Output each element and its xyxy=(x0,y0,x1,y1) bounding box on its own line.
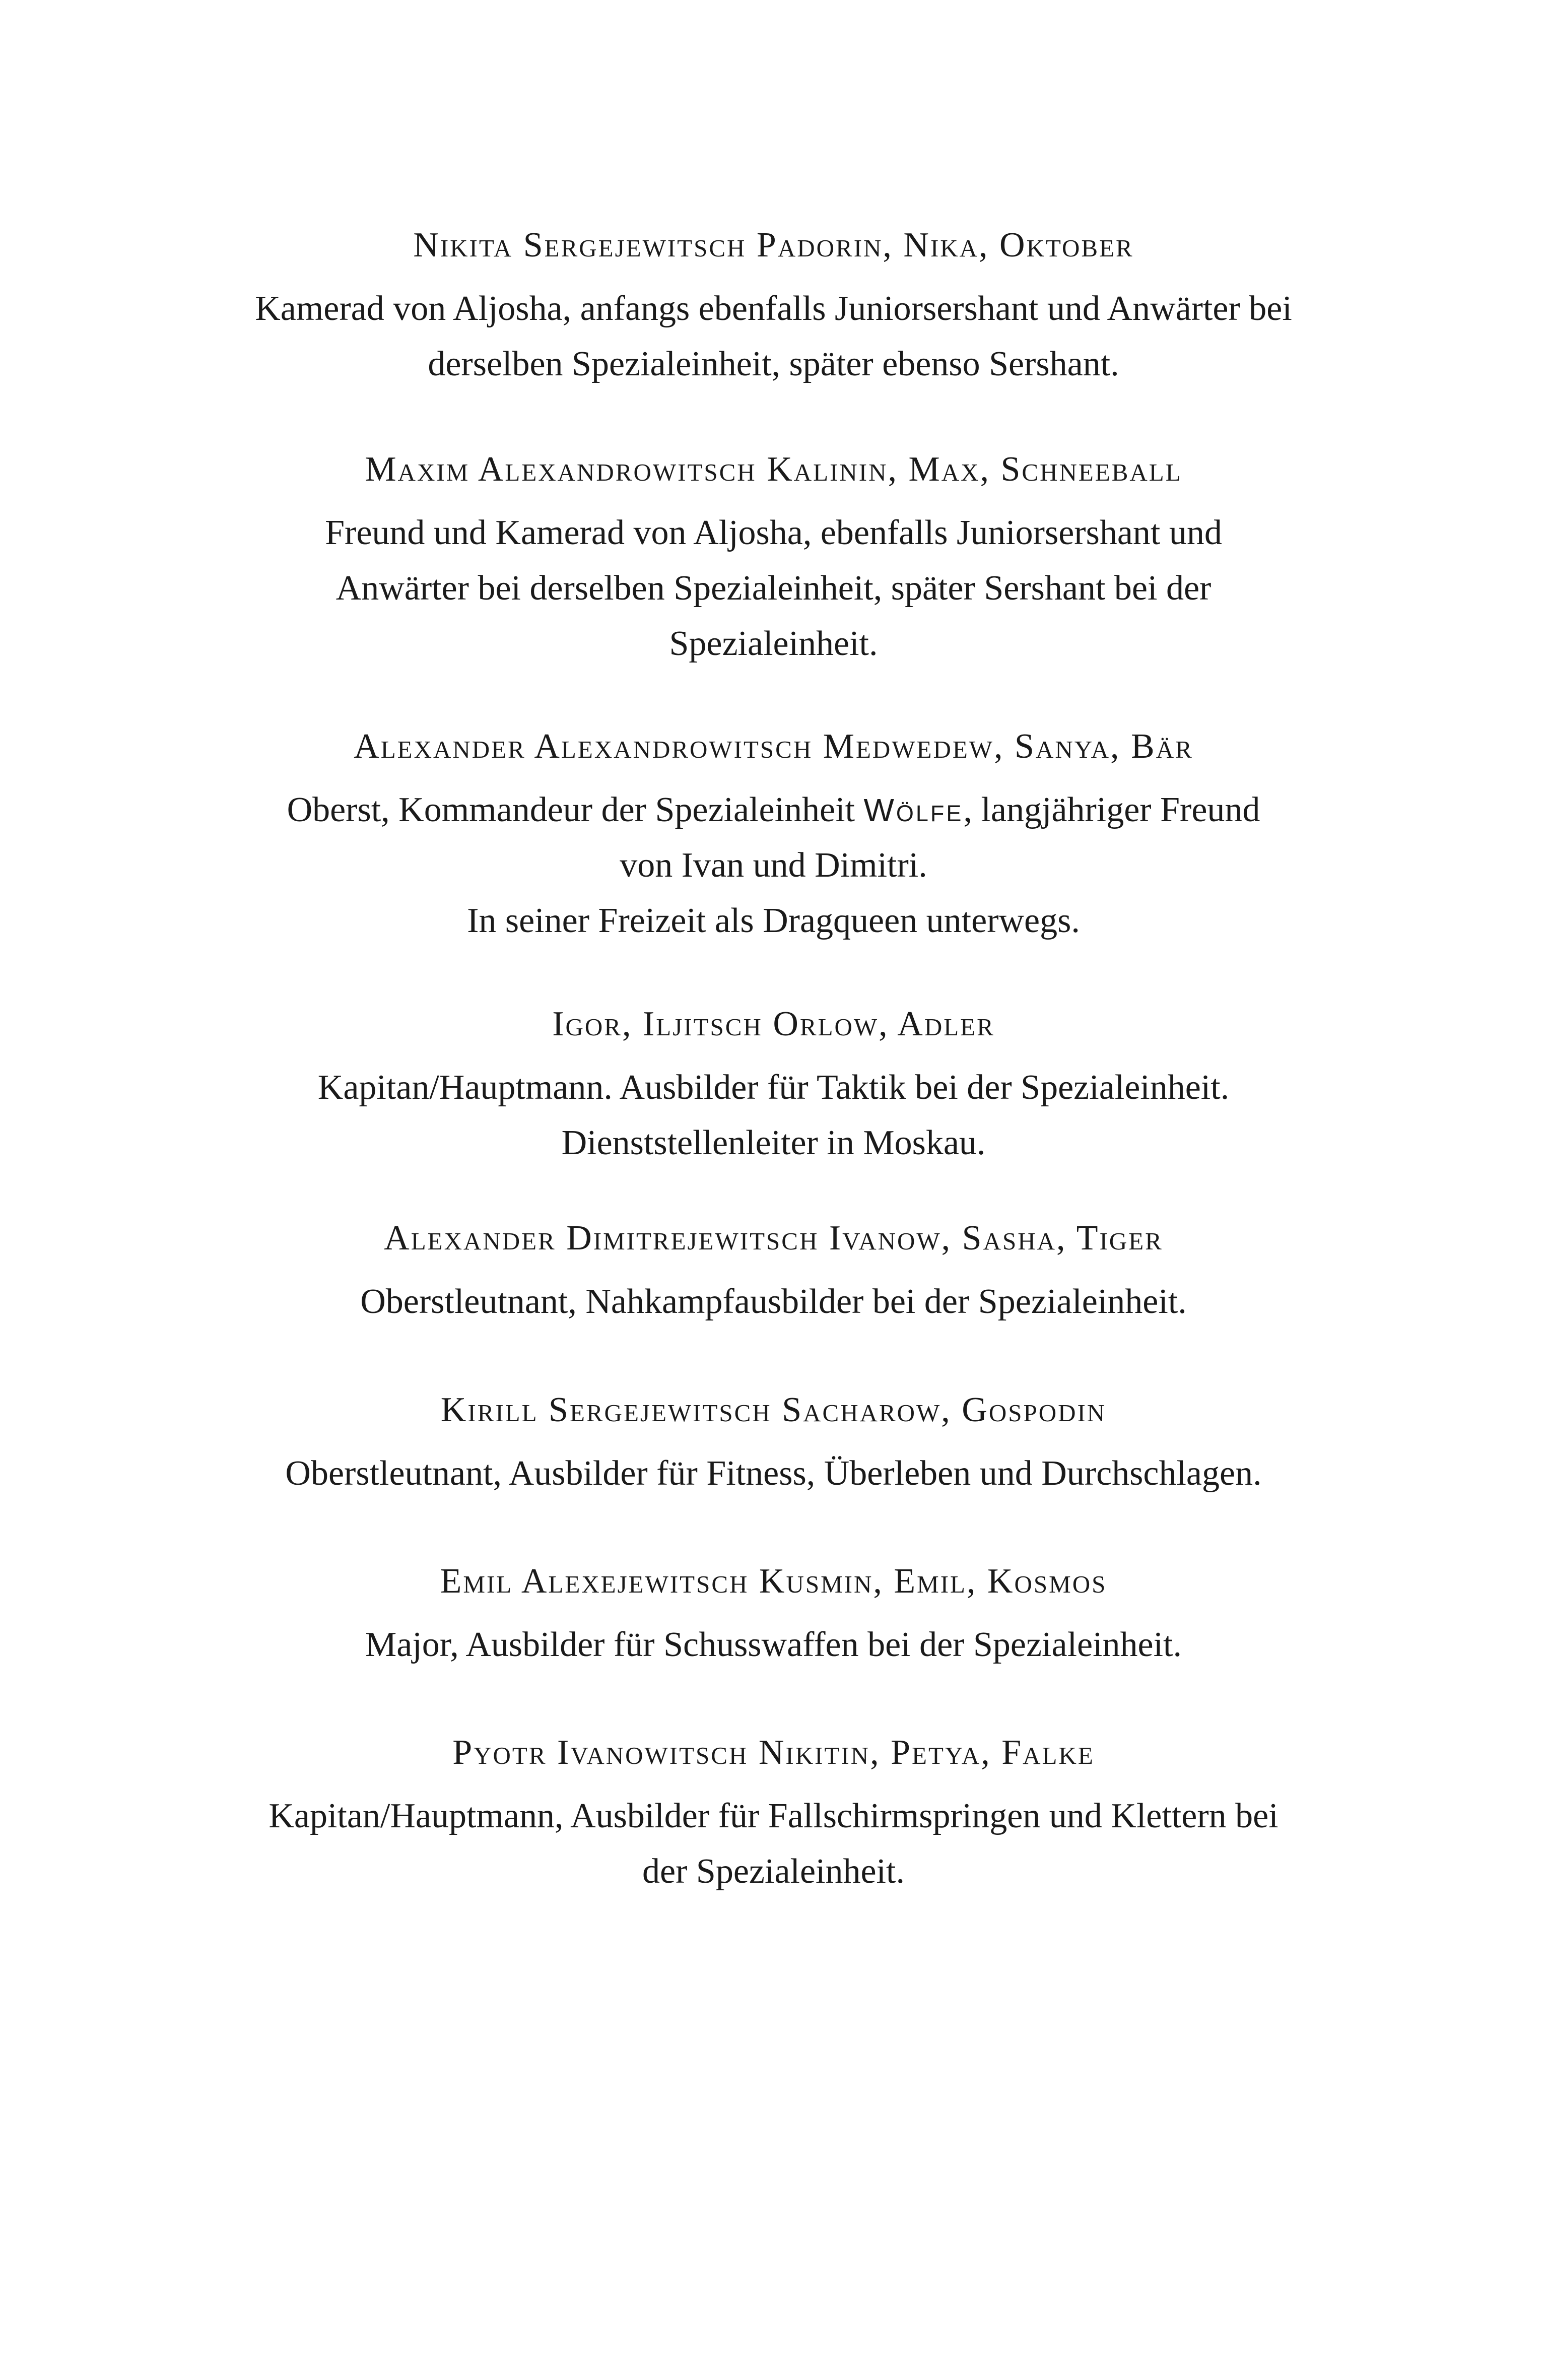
character-name: Emil Alexejewitsch Kusmin, Emil, Kosmos xyxy=(440,1562,1107,1601)
description-line: Anwärter bei derselben Spezialeinheit, später Sershant bei der xyxy=(335,569,1212,608)
description-line: Dienststellenleiter in Moskau. xyxy=(561,1123,986,1162)
description-line: derselben Spezialeinheit, später ebenso Sershant. xyxy=(428,345,1119,383)
description-line xyxy=(0,782,1547,838)
description-line: Oberstleutnant, Ausbilder für Fitness, Überleben und Durchschlagen. xyxy=(285,1454,1262,1493)
character-name: Igor, Iljitsch Orlow, Adler xyxy=(552,1005,995,1043)
character-entry-orlow xyxy=(0,1007,1547,1171)
character-description xyxy=(0,1446,1547,1501)
character-description xyxy=(0,782,1547,949)
character-name: Alexander Dimitrejewitsch Ivanow, Sasha, Tiger xyxy=(384,1219,1163,1258)
character-entry-padorin xyxy=(0,228,1547,392)
character-name: Nikita Sergejewitsch Padorin, Nika, Oktober xyxy=(413,226,1134,265)
description-line: der Spezialeinheit. xyxy=(642,1852,905,1891)
character-name: Kirill Sergejewitsch Sacharow, Gospodin xyxy=(440,1391,1107,1429)
character-description xyxy=(0,505,1547,672)
description-line: Major, Ausbilder für Schusswaffen bei der Spezialeinheit. xyxy=(365,1625,1182,1664)
character-name: Alexander Alexandrowitsch Medwedew, Sanya, Bär xyxy=(354,727,1193,766)
description-line: Kamerad von Aljosha, anfangs ebenfalls Juniorsershant und Anwärter bei xyxy=(255,289,1292,328)
description-line: Kapitan/Hauptmann, Ausbilder für Fallschirmspringen und Klettern bei xyxy=(268,1797,1279,1835)
character-description xyxy=(0,281,1547,392)
character-entry-sacharow xyxy=(0,1393,1547,1501)
character-entry-ivanow xyxy=(0,1221,1547,1330)
character-name: Pyotr Ivanowitsch Nikitin, Petya, Falke xyxy=(452,1733,1095,1772)
character-entry-medwedew xyxy=(0,729,1547,949)
character-description xyxy=(0,1789,1547,1899)
character-entry-kalinin xyxy=(0,452,1547,672)
unit-name: Wölfe xyxy=(863,792,964,828)
character-description xyxy=(0,1060,1547,1171)
description-line: Kapitan/Hauptmann. Ausbilder für Taktik bei der Spezialeinheit. xyxy=(317,1068,1230,1107)
description-text: , langjähriger Freund xyxy=(963,790,1260,829)
character-entry-kusmin xyxy=(0,1564,1547,1673)
description-text: Oberst, Kommandeur der Spezialeinheit xyxy=(287,790,864,829)
description-line: Freund und Kamerad von Aljosha, ebenfalls Juniorsershant und xyxy=(325,513,1222,552)
description-line: Oberstleutnant, Nahkampfausbilder bei der Spezialeinheit. xyxy=(360,1282,1187,1321)
character-description xyxy=(0,1617,1547,1673)
description-line: von Ivan und Dimitri. xyxy=(620,846,927,885)
character-name: Maxim Alexandrowitsch Kalinin, Max, Schneeball xyxy=(365,450,1182,489)
description-line: In seiner Freizeit als Dragqueen unterwegs. xyxy=(467,901,1080,940)
description-line: Spezialeinheit. xyxy=(669,624,878,663)
character-entry-nikitin xyxy=(0,1735,1547,1899)
character-description xyxy=(0,1274,1547,1330)
